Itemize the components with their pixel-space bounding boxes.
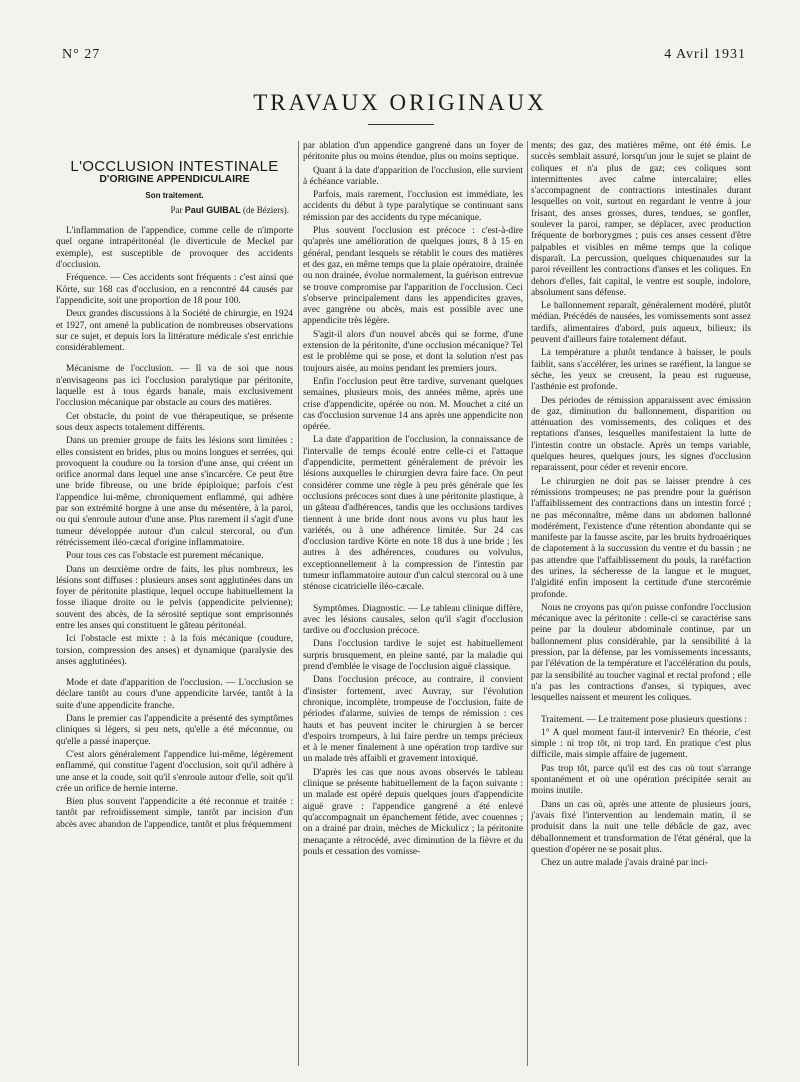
paragraph: Mécanisme de l'occlusion. — Il va de soi que nous n'envisageons pas ici l'occlusion paralytique par péritonite, laquelle est à tous égards banale, mais exclusivement l'occlusion mécanique par obstacle au cours des matières. bbox=[56, 364, 293, 409]
author-affiliation: (de Béziers). bbox=[243, 204, 289, 215]
paragraph: Le ballonnement reparaît, généralement modéré, plutôt médian. Précédés de nausées, les vomissements sont assez tardifs, alimentaires d'abord, puis aqueux, bilieux; ils peuvent d'ailleurs faire totalement défaut. bbox=[531, 301, 751, 346]
paragraph: Pour tous ces cas l'obstacle est purement mécanique. bbox=[66, 551, 264, 562]
paragraph: C'est alors généralement l'appendice lui-même, légèrement enflammé, qui constitue l'agent d'occlusion, soit qu'il adhère à une anse et la coude, soit qu'il s'enroule autour d'elle, soit qu'il crée un orifice de hernie interne. bbox=[56, 749, 293, 794]
column-2 bbox=[303, 141, 523, 1071]
paragraph: Bien plus souvent l'appendicite a été reconnue et traitée : tantôt par refroidissement simple, tantôt par incision d'un abcès avec abandon de l'appendice, tantôt et plus fréquemment bbox=[56, 797, 293, 830]
paragraph: Quant à la date d'apparition de l'occlusion, elle survient à échéance variable. bbox=[303, 165, 523, 187]
paragraph: S'agit-il alors d'un nouvel abcès qui se forme, d'une extension de la péritonite, d'une occlusion mécanique? Tel est le problème qui se pose, et dont la solution n'est pas toujours aisée, au moins pendant les premiers jours. bbox=[303, 329, 523, 374]
paragraph: Dans un cas où, après une attente de plusieurs jours, j'avais fixé l'intervention au lendemain matin, il se produisit dans la nuit une telle débâcle de gaz, avec déballonnement et transformation de l'état général, que la question d'opérer ne se posait plus. bbox=[531, 799, 751, 855]
paragraph: 1° A quel moment faut-il intervenir? En théorie, c'est simple : ni trop tôt, ni trop tard. En pratique c'est plus difficile, mais simple affaire de jugement. bbox=[531, 727, 751, 761]
article-subsubtitle: Son traitement. bbox=[145, 190, 204, 200]
paragraph: Pas trop tôt, parce qu'il est des cas où tout s'arrange spontanément et où une opération précipitée serait au moins inutile. bbox=[531, 763, 751, 797]
paragraph: Plus souvent l'occlusion est précoce : c'est-à-dire qu'après une amélioration de quelques jours, 8 à 15 en général, pendant lesquels se rétablit le cours des matières et des gaz, en même temps que la plaie opératoire, drainée ou non drainée, évolue normalement, la guérison entrevue se trouve compromise par l'apparition de l'occlusion. Ceci s'observe principalement dans les appendicites graves, avec gangrène ou abcès, mais est possible avec une appendicite très légère. bbox=[303, 226, 523, 327]
column-1 bbox=[56, 141, 293, 1081]
article-subtitle: D'ORIGINE APPENDICULAIRE bbox=[99, 173, 250, 186]
paragraph: Dans un premier groupe de faits les lésions sont limitées : elles consistent en brides, plus ou moins longues et serrées, qui provoquent la coudure ou la torsion d'une anse, qui créent un orifice anormal dans lequel une anse s'incarcère. Ce peut être une bride fibreuse, ou une bride épiploïque; parfois c'est l'appendice lui-même, chroniquement enflammé, qui adhère par son extrémité borgne à une anse du mésentère, à la paroi, ou qui s'enroule autour d'une anse. Plus rarement il s'agit d'une tumeur développée autour d'un calcul stercoral, ou d'un rétrécissement iléo-cæcal d'origine inflammatoire. bbox=[56, 436, 293, 548]
paragraph: Le chirurgien ne doit pas se laisser prendre à ces rémissions trompeuses; ne pas prendre pour la guérison l'affaiblissement des contractions dans un intestin forcé ; ne pas méconnaître, même dans un abdomen ballonné modérément, l'existence d'une rétention abondante qui se manifeste par la fausse ascite, par les bruits hydroaériques de clapotement à la succussion du ventre et du bassin ; ne pas attendre que l'affaiblissement du pouls, la raréfaction des urines, la sécheresse de la langue et le muguet, l'algidité enfin imposent la certitude d'une stercorémie profonde. bbox=[531, 476, 751, 600]
paragraph: Dans un deuxième ordre de faits, les plus nombreux, les lésions sont diffuses : plusieurs anses sont agglutinées dans un foyer de péritonite plastique, lequel occupe habituellement la fosse iliaque droite ou le pelvis (appendicite pelvienne); souvent des abcès, de la sérosité septique sont emprisonnés entre les anses qui constituent le gâteau péritonéal. bbox=[56, 564, 293, 631]
paragraph: Enfin l'occlusion peut être tardive, survenant quelques semaines, plusieurs mois, des années même, après une crise d'appendicite, opérée ou non. M. Mouchet a cité un cas d'occlusion survenue 14 ans après une appendicite non opérée. bbox=[303, 376, 523, 433]
paragraph: Fréquence. — Ces accidents sont fréquents : c'est ainsi que Körte, sur 168 cas d'occlusion, en a rencontré 44 causés par l'appendicite, soit une proportion de 18 pour 100. bbox=[56, 273, 293, 306]
paragraph: Deux grandes discussions à la Société de chirurgie, en 1924 et 1927, ont amené la publication de nombreuses observations sur ce sujet, et depuis lors la littérature médicale s'est enrichie considérablement. bbox=[56, 309, 293, 354]
section-title: TRAVAUX ORIGINAUX bbox=[253, 90, 547, 115]
paragraph: L'inflammation de l'appendice, comme celle de n'importe quel organe intrapéritonéal (le diverticule de Meckel par exemple), est susceptible de provoquer des accidents d'occlusion. bbox=[56, 226, 293, 271]
paragraph: Dans l'occlusion tardive le sujet est habituellement surpris brusquement, en pleine santé, par la maladie qui prend d'emblée le visage de l'occlusion aiguë classique. bbox=[303, 639, 523, 673]
issue-number: N° 27 bbox=[62, 47, 101, 62]
paragraph: La température a plutôt tendance à baisser, le pouls faiblit, sans s'accélérer, les urines se raréfient, la langue se sèche, les yeux se creusent, la peau est rugueuse, l'asthénie est profonde. bbox=[531, 348, 751, 393]
title-rule bbox=[368, 124, 434, 125]
issue-date: 4 Avril 1931 bbox=[664, 47, 746, 62]
paragraph: Symptômes. Diagnostic. — Le tableau clinique diffère, avec les lésions causales, selon qu'il s'agit d'occlusion tardive ou d'occlusion précoce. bbox=[303, 603, 523, 637]
paragraph: Nous ne croyons pas qu'on puisse confondre l'occlusion mécanique avec la péritonite : celle-ci se caractérise sans peine par la douleur abdominale continue, par un ballonnement plus considérable, par la sensibilité à la pression, par la défense, par les vomissements incessants, par l'élévation de la température et l'accélération du pouls, par la sensibilité au toucher vaginal et rectal profond ; elle n'a pas les contractions d'anses, si typiques, avec lesquelles naissent et meurent les coliques. bbox=[531, 602, 751, 704]
paragraph: Dans le premier cas l'appendicite a présenté des symptômes cliniques si légers, si peu nets, qu'elle a été méconnue, ou qu'elle a passé inaperçue. bbox=[56, 714, 293, 747]
paragraph: Chez un autre malade j'avais drainé par inci- bbox=[541, 858, 708, 869]
paragraph: Traitement. — Le traitement pose plusieurs questions : bbox=[541, 714, 747, 725]
byline-prefix: Par bbox=[170, 204, 183, 215]
paragraph: Parfois, mais rarement, l'occlusion est immédiate, les accidents du début à type paralytique se continuant sans rémission par des accidents du type mécanique. bbox=[303, 190, 523, 223]
column-3 bbox=[531, 141, 751, 1071]
column-divider-left bbox=[298, 141, 299, 1066]
paragraph: Des périodes de rémission apparaissent avec émission de gaz, diminution du ballonnement, disparition ou atténuation des vomissements, des coliques et des reptations d'anses, lesquelles manifestaient la lutte de l'intestin contre un obstacle. Après un temps variable, quelques heures, quelques jours, les signes d'occlusion reparaissent, pour céder et revenir encore. bbox=[531, 395, 751, 474]
paragraph: Ici l'obstacle est mixte : à la fois mécanique (coudure, torsion, compression des anses) et dynamique (paralysie des anses agglutinées). bbox=[56, 634, 293, 667]
byline bbox=[56, 205, 293, 216]
paragraph: Cet obstacle, du point de vue thérapeutique, se présente sous deux aspects totalement différents. bbox=[56, 411, 293, 433]
paragraph: par ablation d'un appendice gangrené dans un foyer de péritonite plus ou moins étendue, plus ou moins septique. bbox=[303, 141, 523, 163]
article-title: L'OCCLUSION INTESTINALE bbox=[70, 158, 279, 175]
paragraph: La date d'apparition de l'occlusion, la connaissance de l'intervalle de temps écoulé entre celle-ci et l'attaque d'appendicite, permettent généralement de prévoir les lésions auxquelles le chirurgien devra faire face. On peut considérer comme une règle à peu près générale que les occlusions précoces sont dues à une péritonite plastique, à un gâteau d'adhérences, tandis que les occlusions tardives tiennent à une bride dont nous avons vu plus haut les variétés, ou à une adhérence limitée. Sur 24 cas d'occlusion tardive Körte en note 18 dus à une bride ; les autres à des adhérences, coudures ou volvulus, exceptionnellement à la compression de l'intestin par tumeur inflammatoire autour d'un calcul stercoral ou à une sténose cicatricielle iléo-cæcale. bbox=[303, 435, 523, 593]
column-divider-right bbox=[527, 141, 528, 1066]
paragraph: ments; des gaz, des matières même, ont été émis. Le succès semblait assuré, lorsqu'un jour le sujet se plaint de coliques et n'a plus de gaz; ces coliques sont intermittentes avec calme intercalaire; elles s'accompagnent de contractions intestinales durant lesquelles on voit, surtout en regardant le ventre à jour frisant, des anses grosses, dures, tendues, se gonfler, soulever la paroi, ramper, se déplacer, avec production fréquente de borborygmes ; puis ces anses cessent d'être palpables et visibles en même temps que la colique disparaît. La percussion, quelques chiquenaudes sur la paroi réveillent les contractions d'anses et les coliques. En dehors d'elles, fait capital, le ventre est souple, indolore, absolument sans défense. bbox=[531, 141, 751, 298]
paragraph: Mode et date d'apparition de l'occlusion. — L'occlusion se déclare tantôt au cours d'une appendicite larvée, tantôt à la suite d'une appendicite franche. bbox=[56, 678, 293, 711]
paragraph: Dans l'occlusion précoce, au contraire, il convient d'insister fortement, avec Auvray, sur l'évolution chronique, incomplète, trompeuse de l'occlusion, faite de périodes d'alarme, suivies de temps de rémission : ces hauts et bas peuvent inciter le chirurgien à se bercer d'espoirs trompeurs, à lui faire perdre un temps précieux et à le mener finalement à une opération trop tardive sur un malade très affaibli et gravement intoxiqué. bbox=[303, 675, 523, 765]
paragraph: D'après les cas que nous avons observés le tableau clinique se présente habituellement de la façon suivante : un malade est opéré depuis quelques jours d'appendicite aiguë grave : l'appendice gangrené a été enlevé qu'accompagnait un épanchement fétide, avec couennes ; on a drainé par drain, mèches de Mickulicz ; la péritonite menaçante a rétrocédé, avec diminution de la fièvre et du pouls et cessation des vomisse- bbox=[303, 767, 523, 857]
author-name: Paul GUIBAL bbox=[184, 204, 241, 215]
